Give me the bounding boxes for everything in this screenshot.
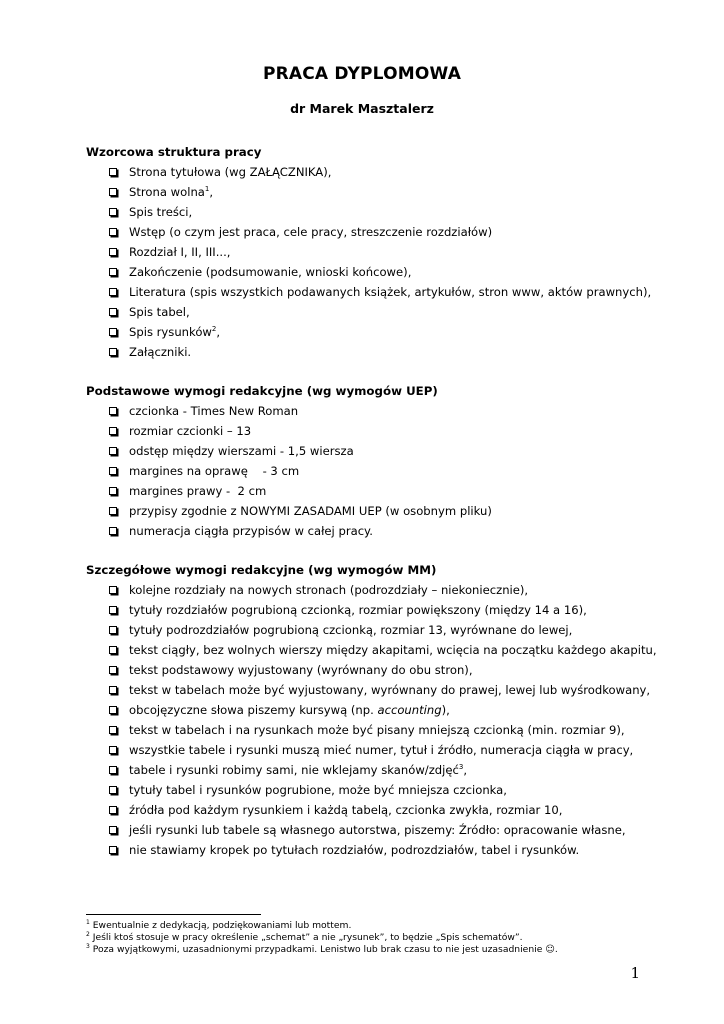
checkbox-bullet-icon — [109, 527, 117, 535]
item-text: tabele i rysunki robimy sami, nie wklejamy skanów/zdjęć — [129, 763, 459, 777]
footnote-number: 3 — [86, 942, 90, 950]
item-text: Spis tabel, — [129, 305, 190, 319]
item-punctuation: ), — [441, 703, 450, 717]
bullet-list — [86, 580, 657, 860]
list-item — [86, 780, 646, 800]
footnote-mark[interactable]: 3 — [458, 763, 464, 772]
footnote-mark[interactable]: 1 — [204, 185, 210, 194]
checkbox-bullet-icon — [109, 308, 117, 316]
checkbox-bullet-icon — [109, 706, 117, 714]
checkbox-bullet-icon — [109, 228, 117, 236]
list-item — [86, 162, 646, 182]
item-text: tekst ciągły, bez wolnych wierszy między akapitami, wcięcia na początku każdego akapitu, — [129, 643, 657, 657]
list-item — [86, 580, 646, 600]
list-item — [86, 800, 646, 820]
list-item — [86, 461, 646, 481]
item-text: jeśli rysunki lub tabele są własnego autorstwa, piszemy: Źródło: opracowanie własne, — [129, 823, 626, 837]
footnote — [86, 920, 686, 932]
item-text: numeracja ciągła przypisów w całej pracy. — [129, 524, 373, 538]
item-text: Spis treści, — [129, 205, 193, 219]
list-item — [86, 700, 646, 720]
list-item — [86, 760, 646, 780]
list-item — [86, 302, 646, 322]
list-item — [86, 521, 646, 541]
checkbox-bullet-icon — [109, 666, 117, 674]
item-text: źródła pod każdym rysunkiem i każdą tabelą, czcionka zwykła, rozmiar 10, — [129, 803, 563, 817]
item-text: tytuły tabel i rysunków pogrubione, może być mniejsza czcionka, — [129, 783, 507, 797]
checkbox-bullet-icon — [109, 407, 117, 415]
footnote-text: Jeśli ktoś stosuje w pracy określenie „schemat” a nie „rysunek”, to będzie „Spis schematów”. — [89, 932, 523, 943]
list-item — [86, 501, 646, 521]
checkbox-bullet-icon — [109, 268, 117, 276]
italic-example: accounting — [377, 703, 442, 717]
item-text: Spis rysunków — [129, 325, 212, 339]
footnote-number: 1 — [86, 918, 90, 926]
item-text: tytuły rozdziałów pogrubioną czcionką, rozmiar powiększony (między 14 a 16), — [129, 603, 587, 617]
checkbox-bullet-icon — [109, 686, 117, 694]
checkbox-bullet-icon — [109, 467, 117, 475]
list-item — [86, 322, 646, 342]
section-heading: Szczegółowe wymogi redakcyjne (wg wymogów MM) — [86, 563, 437, 577]
list-item — [86, 401, 646, 421]
item-text: Wstęp (o czym jest praca, cele pracy, streszczenie rozdziałów) — [129, 225, 493, 239]
item-text: czcionka - Times New Roman — [129, 404, 299, 418]
checkbox-bullet-icon — [109, 168, 117, 176]
section-heading: Podstawowe wymogi redakcyjne (wg wymogów UEP) — [86, 384, 438, 398]
author: dr Marek Masztalerz — [290, 101, 434, 116]
item-text: Załączniki. — [129, 345, 192, 359]
item-text: tekst podstawowy wyjustowany (wyrównany do obu stron), — [129, 663, 473, 677]
checkbox-bullet-icon — [109, 447, 117, 455]
item-punctuation: , — [209, 185, 214, 199]
checkbox-bullet-icon — [109, 208, 117, 216]
footnotes — [86, 920, 686, 956]
item-text: odstęp między wierszami - 1,5 wiersza — [129, 444, 354, 458]
list-item — [86, 182, 646, 202]
list-item — [86, 202, 646, 222]
list-item — [86, 342, 646, 362]
bullet-list — [86, 401, 646, 541]
list-item — [86, 720, 646, 740]
checkbox-bullet-icon — [109, 806, 117, 814]
list-item — [86, 600, 646, 620]
checkbox-bullet-icon — [109, 586, 117, 594]
list-item — [86, 481, 646, 501]
checkbox-bullet-icon — [109, 646, 117, 654]
checkbox-bullet-icon — [109, 427, 117, 435]
list-item — [86, 660, 646, 680]
checkbox-bullet-icon — [109, 746, 117, 754]
item-text: przypisy zgodnie z NOWYMI ZASADAMI UEP (w osobnym pliku) — [129, 504, 492, 518]
footnote — [86, 932, 686, 944]
checkbox-bullet-icon — [109, 248, 117, 256]
footnote-mark[interactable]: 2 — [211, 325, 217, 334]
checkbox-bullet-icon — [109, 188, 117, 196]
footnote-number: 2 — [86, 930, 90, 938]
list-item — [86, 840, 646, 860]
item-punctuation: , — [216, 325, 221, 339]
checkbox-bullet-icon — [109, 487, 117, 495]
item-text: Zakończenie (podsumowanie, wnioski końcowe), — [129, 265, 412, 279]
checkbox-bullet-icon — [109, 348, 117, 356]
checkbox-bullet-icon — [109, 606, 117, 614]
checkbox-bullet-icon — [109, 626, 117, 634]
item-text: kolejne rozdziały na nowych stronach (podrozdziały – niekoniecznie), — [129, 583, 529, 597]
list-item — [86, 820, 646, 840]
checkbox-bullet-icon — [109, 726, 117, 734]
item-text: Literatura (spis wszystkich podawanych książek, artykułów, stron www, aktów prawnych), — [129, 285, 652, 299]
page-number: 1 — [630, 964, 640, 982]
item-text: nie stawiamy kropek po tytułach rozdziałów, podrozdziałów, tabel i rysunków. — [129, 843, 580, 857]
list-item — [86, 222, 646, 242]
item-text: Strona tytułowa (wg ZAŁĄCZNIKA), — [129, 165, 332, 179]
item-text: Strona wolna — [129, 185, 205, 199]
list-item — [86, 262, 646, 282]
list-item — [86, 282, 652, 302]
item-text: tekst w tabelach i na rysunkach może być pisany mniejszą czcionką (min. rozmiar 9), — [129, 723, 625, 737]
item-text: tekst w tabelach może być wyjustowany, wyrównany do prawej, lewej lub wyśrodkowany, — [129, 683, 651, 697]
item-text: obcojęzyczne słowa piszemy kursywą (np. — [129, 703, 378, 717]
item-text: rozmiar czcionki – 13 — [129, 424, 252, 438]
item-text: margines na oprawę - 3 cm — [129, 464, 300, 478]
list-item — [86, 640, 657, 660]
footnote — [86, 944, 686, 956]
item-text: Rozdział I, II, III..., — [129, 245, 231, 259]
section-detailed-requirements — [86, 560, 657, 860]
page-title: PRACA DYPLOMOWA — [262, 64, 462, 84]
section-heading: Wzorcowa struktura pracy — [86, 145, 262, 159]
list-item — [86, 620, 646, 640]
section-basic-requirements — [86, 381, 646, 541]
checkbox-bullet-icon — [109, 328, 117, 336]
item-text: tytuły podrozdziałów pogrubioną czcionką, rozmiar 13, wyrównane do lewej, — [129, 623, 573, 637]
list-item — [86, 242, 646, 262]
item-punctuation: , — [463, 763, 468, 777]
list-item — [86, 740, 646, 760]
footnote-text: Ewentualnie z dedykacją, podziękowaniami lub mottem. — [89, 920, 352, 931]
checkbox-bullet-icon — [109, 766, 117, 774]
checkbox-bullet-icon — [109, 826, 117, 834]
item-text: margines prawy - 2 cm — [129, 484, 267, 498]
checkbox-bullet-icon — [109, 846, 117, 854]
list-item — [86, 441, 646, 461]
checkbox-bullet-icon — [109, 288, 117, 296]
bullet-list — [86, 162, 652, 362]
footnote-separator — [86, 914, 261, 915]
list-item — [86, 680, 651, 700]
section-structure — [86, 142, 652, 362]
list-item — [86, 421, 646, 441]
checkbox-bullet-icon — [109, 786, 117, 794]
item-text: wszystkie tabele i rysunki muszą mieć numer, tytuł i źródło, numeracja ciągła w pracy, — [129, 743, 634, 757]
footnote-text: Poza wyjątkowymi, uzasadnionymi przypadkami. Lenistwo lub brak czasu to nie jest uzasadnienie ☺. — [89, 944, 558, 955]
checkbox-bullet-icon — [109, 507, 117, 515]
